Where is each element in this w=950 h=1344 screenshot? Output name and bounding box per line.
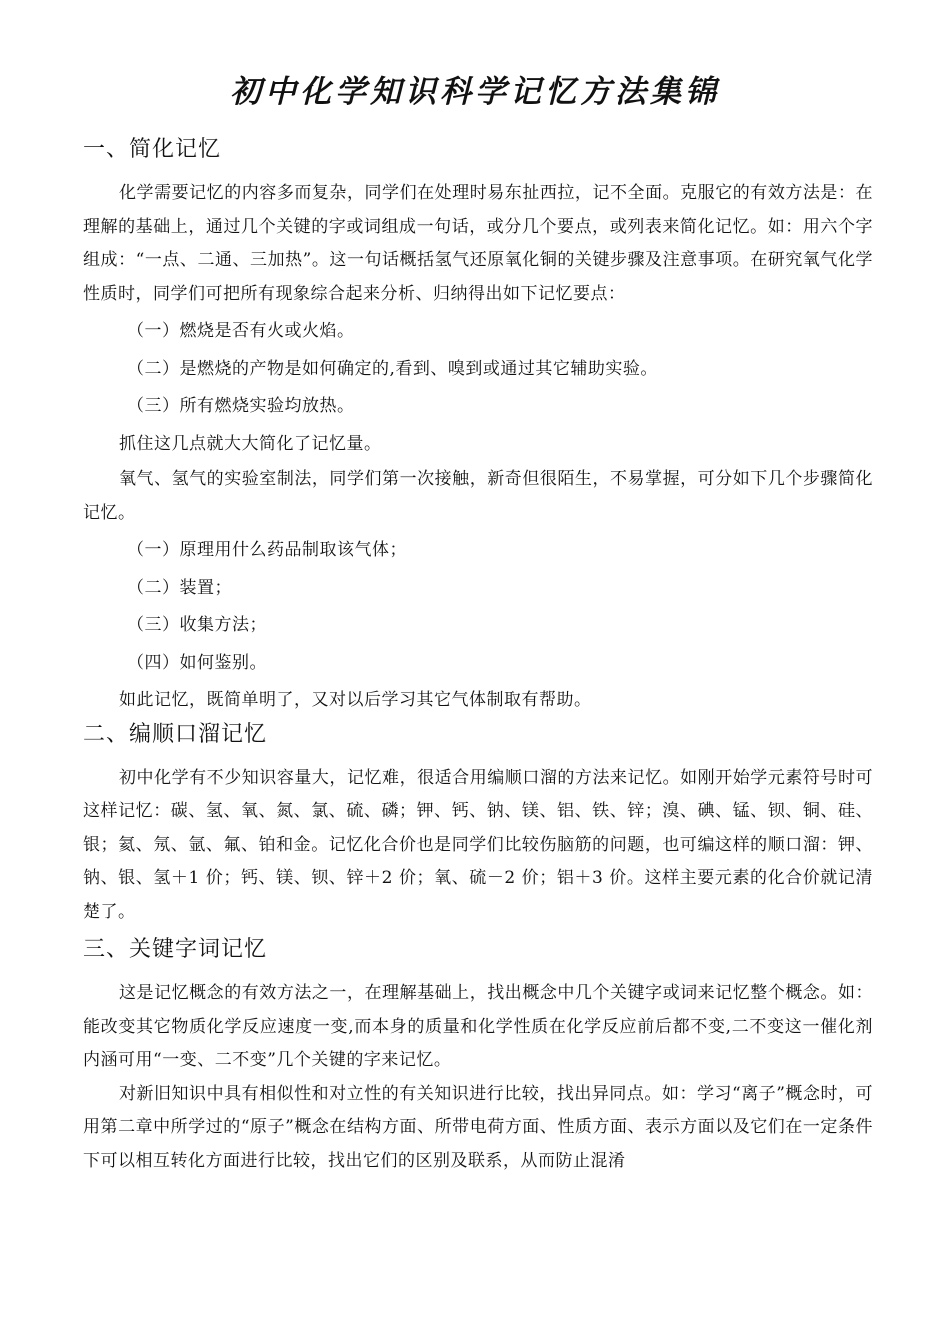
paragraph: 抓住这几点就大大简化了记忆量。 <box>119 433 382 454</box>
section-keyword-memory <box>83 935 873 1178</box>
document-body <box>83 135 873 1178</box>
list-item: （一）燃烧是否有火或火焰。 <box>127 321 355 341</box>
paragraph: 氧气、氢气的实验室制法，同学们第一次接触，新奇但很陌生，不易掌握，可分如下几个步骤简化记忆。 <box>83 469 873 523</box>
list-item: （三）所有燃烧实验均放热。 <box>127 396 355 416</box>
list-item: （四）如何鉴别。 <box>127 652 267 673</box>
paragraph: 对新旧知识中具有相似性和对立性的有关知识进行比较，找出异同点。如：学习“离子”概念时，可用第二章中所学过的“原子”概念在结构方面、所带电荷方面、性质方面、表示方面以及它们在一定条件下可以相互转化方面进行比较，找出它们的区别及联系，从而防止混淆 <box>83 1083 873 1171</box>
section-heading: 一、简化记忆 <box>83 137 222 162</box>
paragraph: 这是记忆概念的有效方法之一，在理解基础上，找出概念中几个关键字或词来记忆整个概念。如：能改变其它物质化学反应速度一变,而本身的质量和化学性质在化学反应前后都不变,二不变这一催化剂内涵可用“一变、二不变”几个关键的字来记忆。 <box>83 983 873 1070</box>
list-item: （一）原理用什么药品制取该气体； <box>127 540 407 560</box>
section-simplified-memory <box>83 135 873 720</box>
section-heading: 二、编顺口溜记忆 <box>83 721 268 747</box>
list-item: （三）收集方法； <box>127 615 267 635</box>
document-title: 初中化学知识科学记忆方法集锦 <box>230 74 720 110</box>
paragraph: 初中化学有不少知识容量大，记忆难，很适合用编顺口溜的方法来记忆。如刚开始学元素符号时可这样记忆：碳、氢、氧、氮、氯、硫、磷；钾、钙、钠、镁、铝、铁、锌；溴、碘、锰、钡、铜、硅、银；氦、氖、氩、氟、铂和金。记忆化合价也是同学们比较伤脑筋的问题，也可编这样的顺口溜：钾、钠、银、氢＋1 价；钙、镁、钡、锌＋2 价；氧、硫－2 价；铝＋3 价。这样主要元素的化合价就记清楚了。 <box>83 767 873 922</box>
paragraph: 化学需要记忆的内容多而复杂，同学们在处理时易东扯西拉，记不全面。克服它的有效方法是：在理解的基础上，通过几个关键的字或词组成一句话，或分几个要点，或列表来简化记忆。如：用六个字组成：“一点、二通、三加热”。这一句话概括氢气还原氧化铜的关键步骤及注意事项。在研究氧气化学性质时，同学们可把所有现象综合起来分析、归纳得出如下记忆要点： <box>83 183 873 304</box>
section-heading: 三、关键字词记忆 <box>83 937 268 962</box>
paragraph: 如此记忆，既简单明了，又对以后学习其它气体制取有帮助。 <box>119 690 592 710</box>
section-rhyme-memory <box>83 720 873 930</box>
list-item: （二）装置； <box>127 577 232 598</box>
list-item: （二）是燃烧的产物是如何确定的,看到、嗅到或通过其它辅助实验。 <box>127 358 658 379</box>
